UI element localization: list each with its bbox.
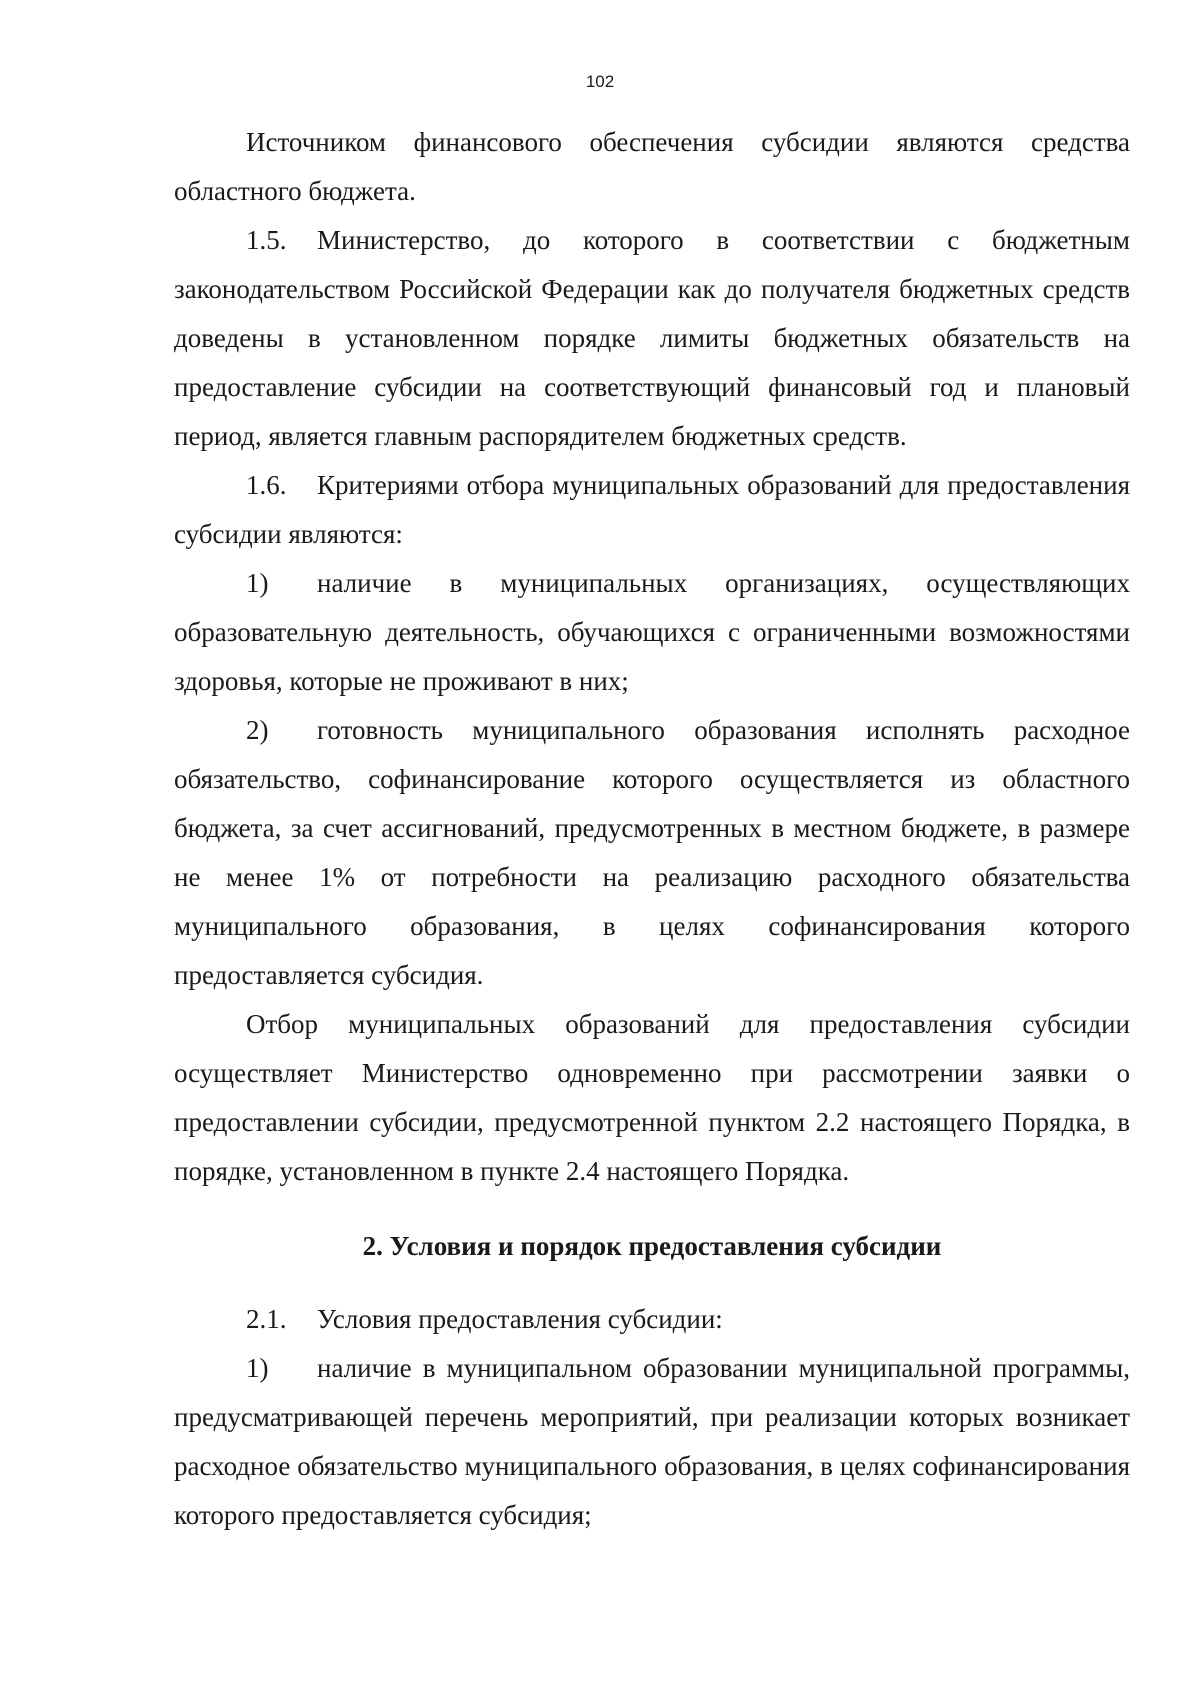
paragraph-1-5 bbox=[174, 216, 1130, 461]
list-item-number: 1) bbox=[246, 568, 269, 598]
list-item-number: 1) bbox=[246, 1353, 269, 1383]
paragraph-selection bbox=[174, 1000, 1130, 1196]
paragraph-1-6 bbox=[174, 461, 1130, 559]
list-item-number: 2) bbox=[246, 715, 269, 745]
paragraph-text: Условия предоставления субсидии: bbox=[317, 1304, 723, 1334]
page-number: 102 bbox=[585, 72, 615, 91]
paragraph-number: 2.1. bbox=[246, 1304, 287, 1334]
document-body bbox=[174, 118, 1130, 1540]
paragraph-text: Источником финансового обеспечения субсидии являются средства областного бюджета. bbox=[174, 127, 1130, 206]
paragraph-number: 1.5. bbox=[246, 225, 287, 255]
paragraph-text: Критериями отбора муниципальных образований для предоставления субсидии являются: bbox=[174, 470, 1130, 549]
list-item-2-1-1 bbox=[174, 1344, 1130, 1540]
list-item-2 bbox=[174, 706, 1130, 1000]
list-item-text: наличие в муниципальном образовании муниципальной программы, предусматривающей перечень мероприятий, при реализации которых возникает расходное обязательство муниципального образования, в целях софинансирования которого предоставляется субсидия; bbox=[174, 1353, 1130, 1530]
paragraph-text: Министерство, до которого в соответствии с бюджетным законодательством Российской Федерации как до получателя бюджетных средств доведены в установленном порядке лимиты бюджетных обязательств на предоставление субсидии на соответствующий финансовый год и плановый период, является главным распорядителем бюджетных средств. bbox=[174, 225, 1130, 451]
paragraph-text: Отбор муниципальных образований для предоставления субсидии осуществляет Министерство одновременно при рассмотрении заявки о предоставлении субсидии, предусмотренной пунктом 2.2 настоящего Порядка, в порядке, установленном в пункте 2.4 настоящего Порядка. bbox=[174, 1009, 1130, 1186]
list-item-text: наличие в муниципальных организациях, осуществляющих образовательную деятельность, обучающихся с ограниченными возможностями здоровья, которые не проживают в них; bbox=[174, 568, 1130, 696]
paragraph-number: 1.6. bbox=[246, 470, 287, 500]
list-item-text: готовность муниципального образования исполнять расходное обязательство, софинансирование которого осуществляется из областного бюджета, за счет ассигнований, предусмотренных в местном бюджете, в размере не менее 1% от потребности на реализацию расходного обязательства муниципального образования, в целях софинансирования которого предоставляется субсидия. bbox=[174, 715, 1130, 990]
paragraph-2-1 bbox=[174, 1295, 1130, 1344]
list-item-1 bbox=[174, 559, 1130, 706]
paragraph-funding-source bbox=[174, 118, 1130, 216]
section-heading: 2. Условия и порядок предоставления субсидии bbox=[362, 1231, 942, 1261]
